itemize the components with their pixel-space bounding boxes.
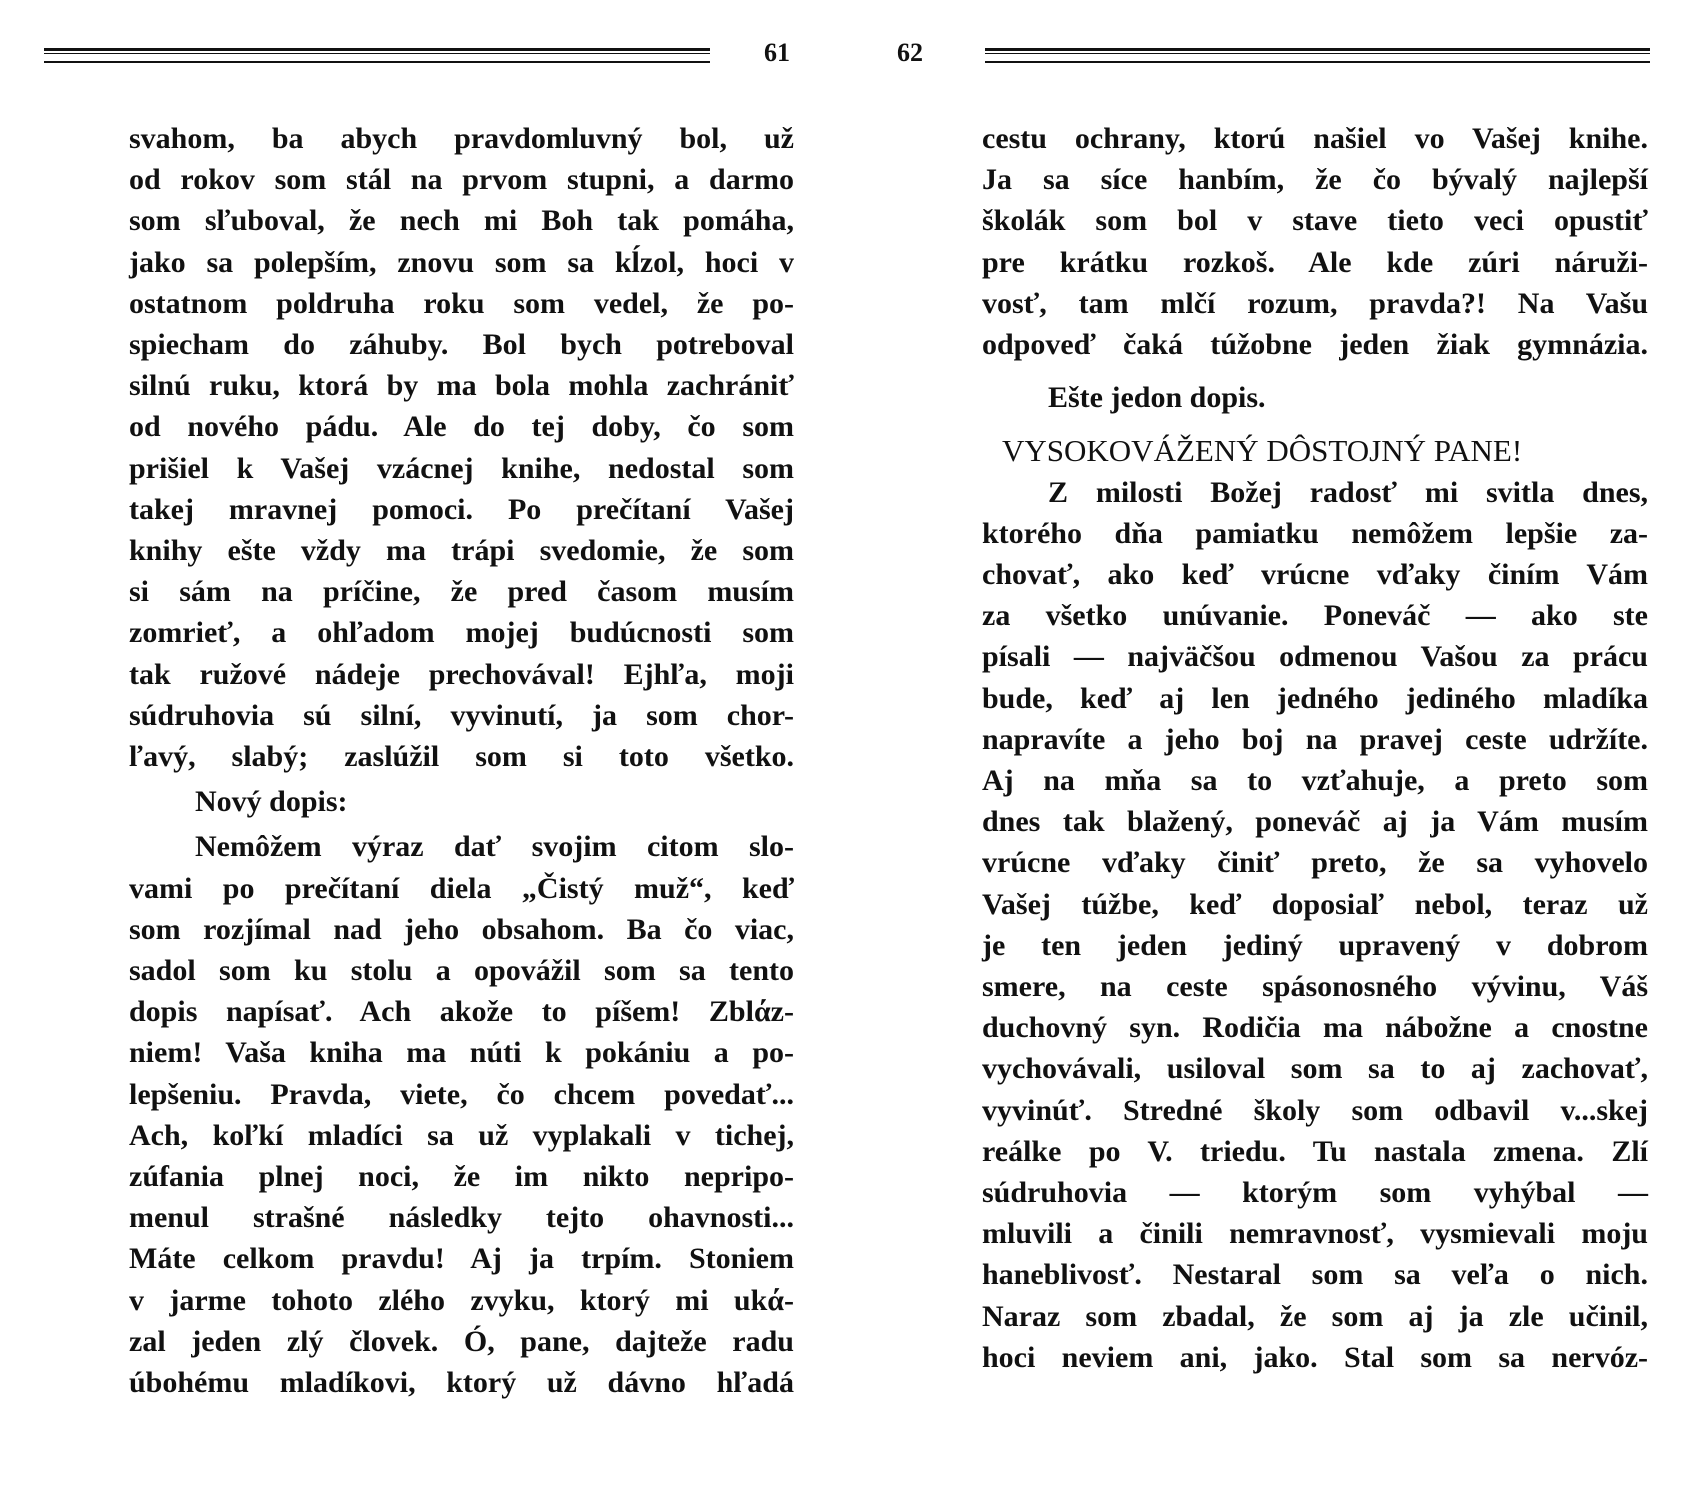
text-line: bude, keď aj len jedného jediného mladíka [982, 681, 1648, 715]
text-line: jako sa polepším, znovu som sa kĺzol, hoci v [129, 245, 794, 279]
text-line: napravíte a jeho boj na pravej ceste udržíte. [982, 722, 1648, 756]
text-line: takej mravnej pomoci. Po prečítaní Vašej [129, 492, 794, 526]
text-line: úbohému mladíkovi, ktorý už dávno hľadá [129, 1366, 794, 1400]
text-line: súdruhovia — ktorým som vyhýbal — [982, 1176, 1648, 1210]
text-line: Máte celkom pravdu! Aj ja trpím. Stoniem [129, 1242, 794, 1276]
text-line: v jarme tohoto zlého zvyku, ktorý mi ukά- [129, 1283, 794, 1317]
text-line: za všetko unúvanie. Poneváč — ako ste [982, 599, 1648, 633]
text-line: Ja sa síce hanbím, že čo bývalý najlepší [982, 163, 1648, 197]
text-line: dopis napísať. Ach akože to píšem! Zblάz- [129, 995, 794, 1029]
text-line: dnes tak blažený, poneváč aj ja Vám musím [982, 805, 1648, 839]
text-line: niem! Vaša kniha ma núti k pokániu a po- [129, 1036, 794, 1070]
text-line: Vašej túžbe, keď doposiaľ nebol, teraz už [982, 887, 1648, 921]
text-line: Naraz som zbadal, že som aj ja zle učinil, [982, 1299, 1648, 1333]
text-line: hoci neviem ani, jako. Stal som sa nervóz- [982, 1340, 1648, 1374]
text-line: reálke po V. triedu. Tu nastala zmena. Zlí [982, 1134, 1648, 1168]
text-line: Aj na mňa sa to vzťahuje, a preto som [982, 764, 1648, 798]
left-page-number: 61 [764, 38, 790, 67]
right-page-text [982, 118, 1648, 1378]
text-line: Nemôžem výraz dať svojim citom slo- [195, 830, 794, 864]
text-line: si sám na príčine, že pred časom musím [129, 575, 794, 609]
text-line: spiecham do záhuby. Bol bych potreboval [129, 328, 794, 362]
text-line: od rokov som stál na prvom stupni, a darmo [129, 163, 794, 197]
text-line: som sľuboval, že nech mi Boh tak pomáha, [129, 204, 794, 238]
left-header-rule [44, 48, 710, 63]
text-line: pre krátku rozkoš. Ale kde zúri náruži- [982, 245, 1648, 279]
text-line: chovať, ako keď vrúcne vďaky činím Vám [982, 558, 1648, 592]
text-line: silnú ruku, ktorá by ma bola mohla zachrániť [129, 369, 794, 403]
text-line: haneblivosť. Nestaral som sa veľa o nich. [982, 1258, 1648, 1292]
text-line: lepšeniu. Pravda, viete, čo chcem povedať... [129, 1077, 794, 1111]
left-page-text [129, 118, 794, 1403]
text-line: duchovný syn. Rodičia ma nábožne a cnostne [982, 1011, 1648, 1045]
text-line: vychovávali, usiloval som sa to aj zachovať, [982, 1052, 1648, 1086]
text-line: mluvili a činili nemravnosť, vysmievali moju [982, 1217, 1648, 1251]
text-line: vrúcne vďaky činiť preto, že sa vyhovelo [982, 846, 1648, 880]
text-line: od nového pádu. Ale do tej doby, čo som [129, 410, 794, 444]
text-line: je ten jeden jediný upravený v dobrom [982, 928, 1648, 962]
text-line: zal jeden zlý človek. Ó, pane, dajteže radu [129, 1324, 794, 1358]
text-line: zúfania plnej noci, že im nikto nepripo- [129, 1160, 794, 1194]
text-line: som rozjímal nad jeho obsahom. Ba čo viac, [129, 912, 794, 946]
text-line: Z milosti Božej radosť mi svitla dnes, [1048, 475, 1648, 509]
text-line: smere, na ceste spásonosného vývinu, Váš [982, 970, 1648, 1004]
text-line: odpoveď čaká túžobne jeden žiak gymnázia. [982, 328, 1648, 362]
text-line: súdruhovia sú silní, vyvinutí, ja som chor- [129, 698, 794, 732]
right-page-number: 62 [897, 38, 923, 67]
text-line: zomrieť, a ohľadom mojej budúcnosti som [129, 616, 794, 650]
text-line: vosť, tam mlčí rozum, pravda?! Na Vašu [982, 286, 1648, 320]
text-line: prišiel k Vašej vzácnej knihe, nedostal som [129, 451, 794, 485]
text-line: Ach, koľkí mladíci sa už vyplakali v tichej, [129, 1118, 794, 1152]
text-line: sadol som ku stolu a opovážil som sa tento [129, 954, 794, 988]
text-line: tak ružové nádeje prechovával! Ejhľa, moji [129, 657, 794, 691]
text-line: ostatnom poldruha roku som vedel, že po- [129, 286, 794, 320]
right-header-rule [985, 48, 1650, 63]
text-line: cestu ochrany, ktorú našiel vo Vašej knihe. [982, 122, 1648, 155]
section-intro: Nový dopis: [195, 785, 348, 819]
text-line: svahom, ba abych pravdomluvný bol, už [129, 122, 794, 155]
text-line: ktorého dňa pamiatku nemôžem lepšie za- [982, 516, 1648, 550]
text-line: vyvinúť. Stredné školy som odbavil v...skej [982, 1093, 1648, 1127]
text-line: školák som bol v stave tieto veci opustiť [982, 204, 1648, 238]
text-line: písali — najväčšou odmenou Vašou za prácu [982, 640, 1648, 674]
text-line: ľavý, slabý; zaslúžil som si toto všetko. [129, 740, 794, 774]
text-line: vami po prečítaní diela „Čistý muž“, keď [129, 871, 794, 905]
letter-salutation: VYSOKOVÁŽENÝ DÔSTOJNÝ PANE! [1002, 433, 1523, 469]
text-line: knihy ešte vždy ma trápi svedomie, že som [129, 534, 794, 568]
section-intro: Ešte jedon dopis. [1048, 381, 1266, 415]
text-line: menul strašné následky tejto ohavnosti... [129, 1201, 794, 1235]
